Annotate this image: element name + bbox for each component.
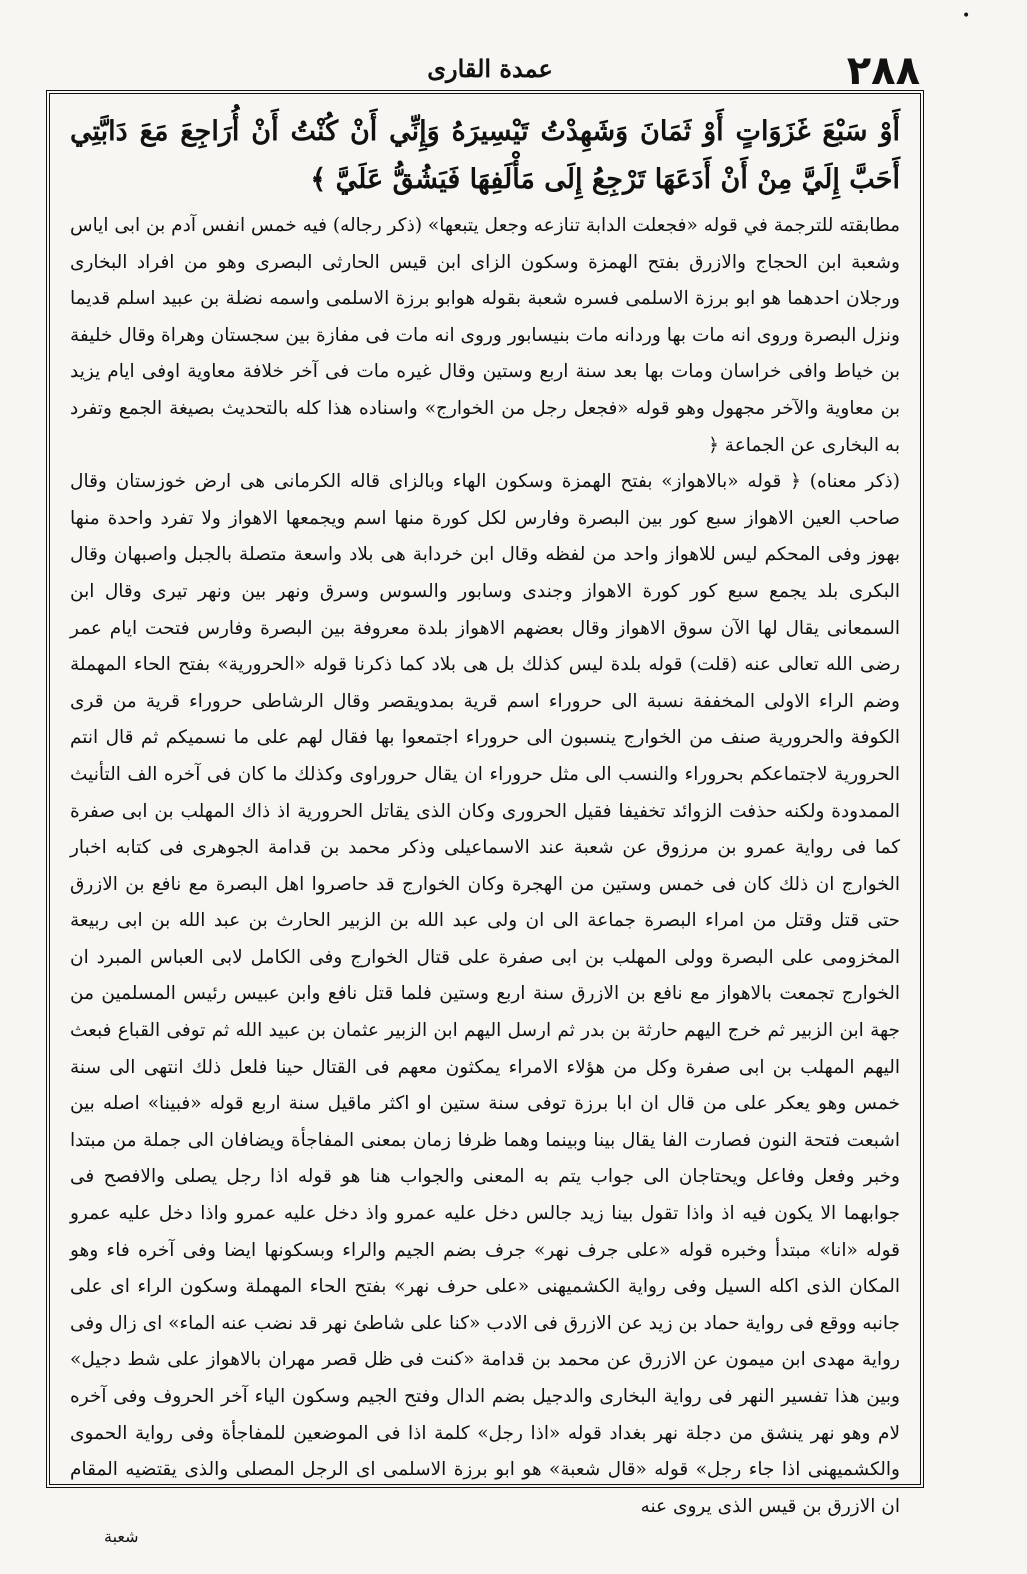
text-frame xyxy=(46,90,924,1517)
commentary-paragraph: مطابقته للترجمة في قوله «فجعلت الدابة تنازعه وجعل يتبعها» (ذكر رجاله) فيه خمس انفس آدم بن ابی ایاس وشعبة ابن الحجاج والازرق بفتح الهمزة وسكون الزای ابن قيس الحارثی البصری وهو من افراد البخاری ورجلان احدهما هو ابو برزة الاسلمی فسره شعبة بقوله هوابو برزة الاسلمی واسمه نضلة بن عبيد اسلم قديما ونزل البصرة وروى انه مات بها وردانه مات بنيسابور وروی انه مات فی مفازة بين سجستان وهراة وقال خليفة بن خياط وافی خراسان ومات بها بعد سنة اربع وستين وقال غيره مات فی آخر خلافة معاوية اوفی ايام يزيد بن معاوية والآخر مجهول وهو قوله «فجعل رجل من الخوارج» واسناده هذا كله بالتحديث بصيغة الجمع وتفرد به البخاری عن الجماعة ﴿ xyxy=(70,215,900,456)
page-number: ٢٨٨ xyxy=(846,48,920,94)
catchword: شعبة xyxy=(104,1527,139,1546)
commentary-paragraph: (ذكر معناه) ﴿ قوله «بالاهواز» بفتح الهمزة وسكون الهاء وبالزای قاله الكرمانی هی ارض خوزستان وقال صاحب العين الاهواز سبع كور بين البصرة وفارس لكل كورة منها اسم ويجمعها الاهواز ولا تفرد واحدة منها بهوز وفی المحكم ليس للاهواز واحد من لفظه وقال ابن خردابة هی بلاد واسعة متصلة بالجبل واصبهان وقال البكری بلد يجمع سبع كور كورة الاهواز وجندی وسابور والسوس وسرق ونهر بين ونهر تيری وقال ابن السمعانی يقال لها الآن سوق الاهواز وقال بعضهم الاهواز بلدة معروفة بين البصرة وفارس فتحت ايام عمر رضی الله تعالى عنه (قلت) قوله بلدة ليس كذلك بل هی بلاد كما ذكرنا قوله «الحرورية» بفتح الحاء المهملة وضم الراء الاولى المخففة نسبة الى حروراء اسم قرية بمدويقصر وقال الرشاطی حروراء قرية من قرى الكوفة والحرورية صنف من الخوارج ينسبون الى حروراء اجتمعوا بها فقال لهم علی ما نسميكم ثم قال انتم الحرورية لاجتماعكم بحروراء والنسب الى مثل حروراء ان يقال حروراوی وكذلك ما كان فی آخره الف التأنيث الممدودة ولكنه حذفت الزوائد تخفيفا فقيل الحروری وكان الذی يقاتل الحرورية اذ ذاك المهلب بن ابی صفرة كما فی رواية عمرو بن مرزوق عن شعبة عند الاسماعيلی وذكر محمد بن قدامة الجوهری فی كتابه اخبار الخوارج ان ذلك كان فی خمس وستين من الهجرة وكان الخوارج قد حاصروا اهل البصرة مع نافع بن الازرق حتى قتل وقتل من امراء البصرة جماعة الى ان ولی عبد الله بن الزبير الحارث بن عبد الله بن ابی ربيعة المخزومی على البصرة وولی المهلب بن ابی صفرة على قتال الخوارج وفی الكامل لابی العباس المبرد ان الخوارج تجمعت بالاهواز مع نافع بن الازرق سنة اربع وستين فلما قتل نافع وابن عبيس رئيس المسلمين من جهة ابن الزبير ثم خرج اليهم حارثة بن بدر ثم ارسل اليهم ابن الزبير عثمان بن عبيد الله ثم توفی القباع فبعث اليهم المهلب بن ابی صفرة وكل من هؤلاء الامراء يمكثون معهم فی القتال حينا فلعل ذلك انتهى الى سنة خمس وهو يعكر على من قال ان ابا برزة توفی سنة ستين او اكثر ماقيل سنة اربع قوله «فبينا» اصله بين اشبعت فتحة النون فصارت الفا يقال بينا وبينما وهما ظرفا زمان بمعنى المفاجأة ويضافان الى جملة من مبتدا وخبر وفعل وفاعل ويحتاجان الى جواب يتم به المعنى والجواب هنا هو قوله اذا رجل يصلی والافصح فی جوابهما الا يكون فيه اذ واذا تقول بينا زيد جالس دخل عليه عمرو واذ دخل عليه عمرو واذا دخل عليه عمرو قوله «انا» مبتدأ وخبره قوله «على جرف نهر» جرف بضم الجيم والراء وبسكونها ايضا وفی آخره فاء وهو المكان الذی اكله السيل وفی رواية الكشميهنی «على حرف نهر» بفتح الحاء المهملة وسكون الراء ای على جانبه ووقع فی رواية حماد بن زيد عن الازرق فی الادب «كنا على شاطئ نهر قد نضب عنه الماء» ای زال وفی رواية مهدی ابن ميمون عن الازرق عن محمد بن قدامة «كنت فی ظل قصر مهران بالاهواز على شط دجيل» وبين هذا تفسير النهر فی رواية البخاری والدجيل بضم الدال وفتح الجيم وسكون الياء آخر الحروف وفی آخره لام وهو نهر ينشق من دجلة نهر بغداد قوله «اذا رجل» كلمة اذا فی الموضعين للمفاجأة وفی رواية الحموی والكشميهنی اذا جاء رجل» قوله «قال شعبة» هو ابو برزة الاسلمی ای الرجل المصلی والذی يقتضيه المقام ان الازرق بن قيس الذی يروی عنه xyxy=(70,471,900,1517)
hadith-text: أَوْ سَبْعَ غَزَوَاتٍ أَوْ ثَمَانَ وَشَهِدْتُ تَيْسِيرَهُ وَإِنِّي أَنْ كُنْتُ أَنْ أُرَاجِعَ مَعَ دَابَّتِي أَحَبَّ إِلَيَّ مِنْ أَنْ أَدَعَهَا تَرْجِعُ إِلَى مَأْلَفِهَا فَيَشُقُّ عَلَيَّ ﴾ xyxy=(70,116,900,195)
running-title: عمدة القاری xyxy=(427,54,553,83)
corner-mark: • xyxy=(962,8,971,24)
page-header xyxy=(40,44,940,94)
